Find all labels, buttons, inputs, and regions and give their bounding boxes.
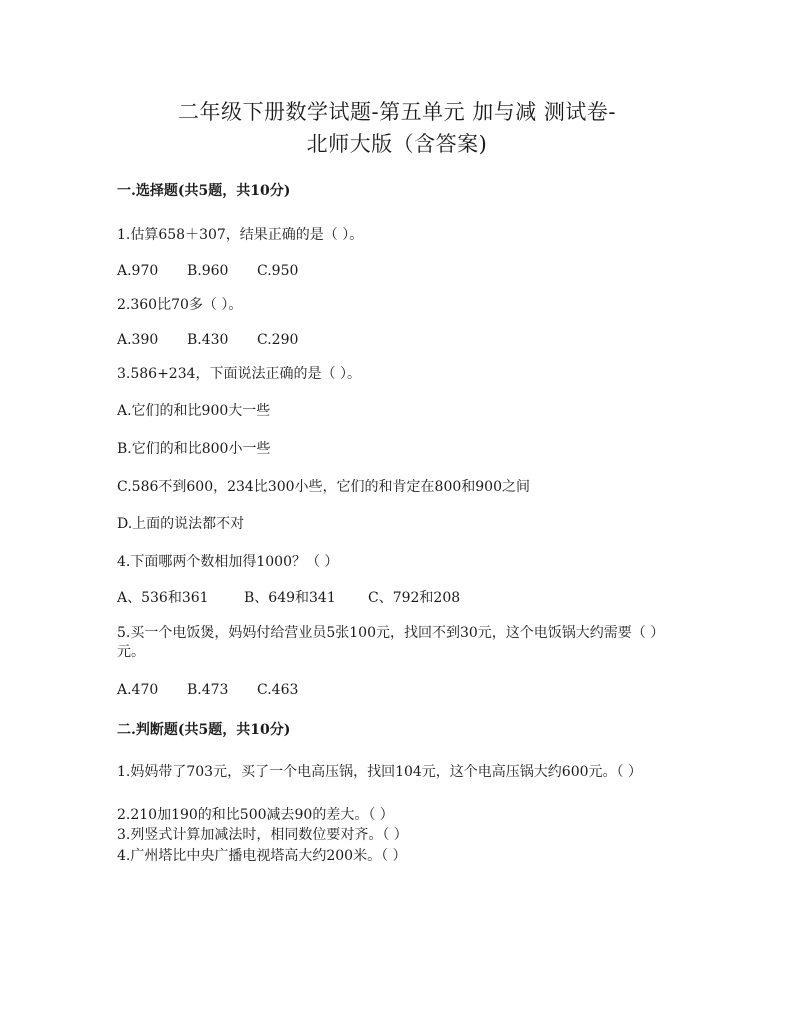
option-a: A.970 bbox=[117, 263, 159, 279]
option-c: C.463 bbox=[257, 682, 299, 698]
question-3-option-a: A.它们的和比900大一些 bbox=[117, 403, 271, 419]
option-c: C.950 bbox=[257, 263, 299, 279]
judgement-item-2: 2.210加190的和比500减去90的差大。（ ） bbox=[117, 807, 394, 823]
question-4: 4.下面哪两个数相加得1000？（ ） bbox=[117, 554, 339, 570]
question-5-options bbox=[117, 680, 327, 700]
question-3-option-d: D.上面的说法都不对 bbox=[117, 516, 245, 532]
option-b: B、649和341 bbox=[244, 590, 336, 606]
option-c: C、792和208 bbox=[368, 590, 461, 606]
question-1-options bbox=[117, 261, 327, 281]
option-b: B.473 bbox=[187, 682, 229, 698]
option-a: A、536和361 bbox=[117, 590, 209, 606]
option-a: A.390 bbox=[117, 332, 159, 348]
document-title-line-1: 二年级下册数学试题-第五单元 加与减 测试卷- bbox=[177, 100, 617, 124]
question-3: 3.586+234，下面说法正确的是（ ）。 bbox=[117, 366, 361, 382]
question-2: 2.360比70多（ ）。 bbox=[117, 297, 243, 313]
question-1: 1.估算658＋307，结果正确的是（ ）。 bbox=[117, 227, 364, 243]
question-3-option-b: B.它们的和比800小一些 bbox=[117, 441, 271, 457]
option-a: A.470 bbox=[117, 682, 159, 698]
option-c: C.290 bbox=[257, 332, 299, 348]
judgement-item-4: 4.广州塔比中央广播电视塔高大约200米。（ ） bbox=[117, 848, 407, 864]
question-2-options bbox=[117, 330, 327, 350]
option-b: B.960 bbox=[187, 263, 229, 279]
section-heading-judgement: 二.判断题(共5题，共10分) bbox=[117, 722, 291, 738]
question-5: 5.买一个电饭煲，妈妈付给营业员5张100元，找回不到30元，这个电饭锅大约需要（ ）元。 bbox=[117, 625, 665, 660]
question-3-option-c: C.586不到600，234比300小些，它们的和肯定在800和900之间 bbox=[117, 479, 530, 495]
question-4-options bbox=[117, 588, 460, 608]
judgement-item-3: 3.列竖式计算加减法时，相同数位要对齐。（ ） bbox=[117, 827, 408, 843]
section-heading-choice: 一.选择题(共5题，共10分) bbox=[117, 183, 291, 199]
judgement-item-1: 1.妈妈带了703元，买了一个电高压锅，找回104元，这个电高压锅大约600元。（ ） bbox=[117, 764, 642, 780]
option-b: B.430 bbox=[187, 332, 229, 348]
document-title-line-2: 北师大版（含答案) bbox=[306, 132, 488, 156]
